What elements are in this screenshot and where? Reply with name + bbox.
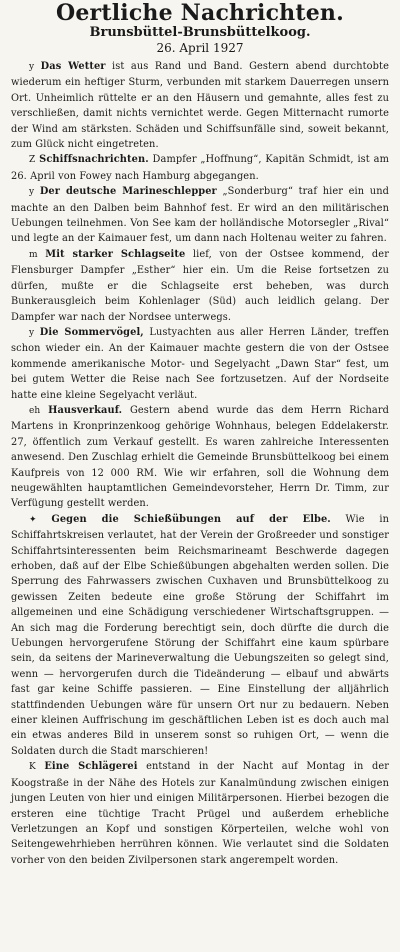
article-lead: Eine Schlägerei <box>44 761 138 773</box>
article-mark: y <box>29 62 35 72</box>
article-lead: Hausverkauf. <box>48 404 123 416</box>
article-tug <box>11 184 389 247</box>
article-mark: y <box>29 187 35 198</box>
article-body: ist aus Rand und Band. Gestern abend durchtobte wiederum ein heftiger Sturm, verbunden mit starkem Dauerregen unsern Ort. Unheimlich rüttelte er an den Häusern und gemahnte, alles fest zu verschließen, damit nichts vernichtet werde. Gegen Mitternacht rumorte der Wind am stärksten. Schäden und Schiffsunfälle sind, soweit bekannt, zum Glück nicht eingetreten. <box>11 61 389 151</box>
article-mark: ✦ <box>29 514 37 525</box>
article-lead: Die Sommervögel, <box>39 326 144 338</box>
article-house-sale <box>11 403 389 512</box>
article-lead: Der deutsche Marineschlepper <box>39 186 217 198</box>
article-lead: Gegen die Schießübungen auf der Elbe. <box>51 513 331 525</box>
article-lead: Mit starker Schlagseite <box>45 248 186 260</box>
article-body: lief, von der Ostsee kommend, der Flensburger Dampfer „Esther“ hier ein. Um die Reise fortsetzen zu dürfen, mußte er die Schlagseite erst beheben, was durch Bunkerausgleich beim Kohlenlager (Süd) auch leidlich gelang. Der Dampfer war nach der Nordsee unterwegs. <box>11 248 389 323</box>
article-body: entstand in der Nacht auf Montag in der Koogstraße in der Nähe des Hotels zur Kanalmündung zwischen einigen jungen Leuten von hier und einigen Militärpersonen. Hierbei bezogen die ersteren eine tüchtige Tracht Prügel und außerdem erhebliche Verletzungen an Kopf und sonstigen Körperteilen, welche wohl von Seitengewehrhieben herrühren können. Wie verlautet sind die Soldaten vorher von den beiden Zivilpersonen stark angerempelt worden. <box>11 761 389 866</box>
articles-column <box>11 59 389 868</box>
article-weather <box>11 59 389 152</box>
article-yachts <box>11 325 389 403</box>
article-brawl <box>11 759 389 868</box>
article-mark: eh <box>29 405 41 416</box>
article-list <box>11 247 389 325</box>
article-body: Dampfer „Hoffnung“, Kapitän Schmidt, ist am 26. April von Fowey nach Hamburg abgegangen. <box>11 154 389 182</box>
article-shooting-exercises <box>11 512 389 760</box>
article-body: „Sonderburg“ traf hier ein und machte an den Dalben beim Bahnhof fest. Er wird an den militärischen Uebungen teilnehmen. Von See kam der holländische Motorsegler „Rival“ und legte an der Kaimauer fest, um dann nach Holtenau weiter zu fahren. <box>11 186 390 245</box>
article-mark: K <box>29 762 36 773</box>
dateline: 26. April 1927 <box>156 41 244 55</box>
article-lead: Schiffsnachrichten. <box>39 154 149 166</box>
article-ship-news <box>11 152 389 184</box>
article-mark: m <box>29 249 38 260</box>
newspaper-page <box>0 1 400 952</box>
article-lead: Das Wetter <box>40 61 106 72</box>
article-body: Gestern abend wurde das dem Herrn Richard Martens in Kronprinzenkoog gehörige Wohnhaus, belegen Eddelakerstr. 27, öffentlich zum Verkauf gestellt. Es waren zahlreiche Interessenten anwesend. Den Zuschlag erhielt die Gemeinde Brunsbüttelkoog bei einem Kaufpreis von 12 000 RM. Wie wir erfahren, soll die Wohnung dem neugewählten hauptamtlichen Gemeindevorsteher, Herrn Dr. Timm, zur Verfügung gestellt werden. <box>11 404 390 510</box>
article-mark: y <box>29 327 35 338</box>
place-heading: Brunsbüttel-Brunsbüttelkoog. <box>89 25 311 40</box>
article-mark: Z <box>29 155 36 166</box>
article-body: Wie in Schiffahrtskreisen verlautet, hat der Verein der Großreeder und sonstiger Schiffahrtsinteressenten beim Reichsmarineamt Beschwerde dagegen erhoben, daß auf der Elbe Schießübungen abgehalten werden sollen. Die Sperrung des Fahrwassers zwischen Cuxhaven und Brunsbüttelkoog zu gewissen Zeiten bedeute eine große Störung der Schiffahrt im allgemeinen und eine Schädigung verschiedener Wirtschaftsgruppen. — An sich mag die Forderung berechtigt sein, doch dürfte die durch die Uebungen hervorgerufene Störung der Schiffahrt eine kaum spürbare sein, da seitens der Marineverwaltung die Uebungszeiten so gelegt sind, wenn — hervorgerufen durch die Tideänderung — elbauf und abwärts fast gar keine Schiffe passieren. — Eine Einstellung der alljährlich stattfindenden Uebungen wäre für unsern Ort nur zu bedauern. Neben einer kleinen Auffrischung im geschäftlichen Leben ist es doch auch mal ein etwas anderes Bild in unserem sonst so ruhigen Ort, — wenn die Soldaten durch die Stadt marschieren! <box>11 513 390 757</box>
section-headline: Oertliche Nachrichten. <box>56 0 344 26</box>
article-body: Lustyachten aus aller Herren Länder, treffen schon wieder ein. An der Kaimauer machte gestern die von der Ostsee kommende amerikanische Motor- und Segelyacht „Dawn Star“ fest, um bei gutem Wetter die Reise nach See fortzusetzen. Auf der Nordseite hatte eine kleine Segelyacht verläut. <box>11 326 389 401</box>
